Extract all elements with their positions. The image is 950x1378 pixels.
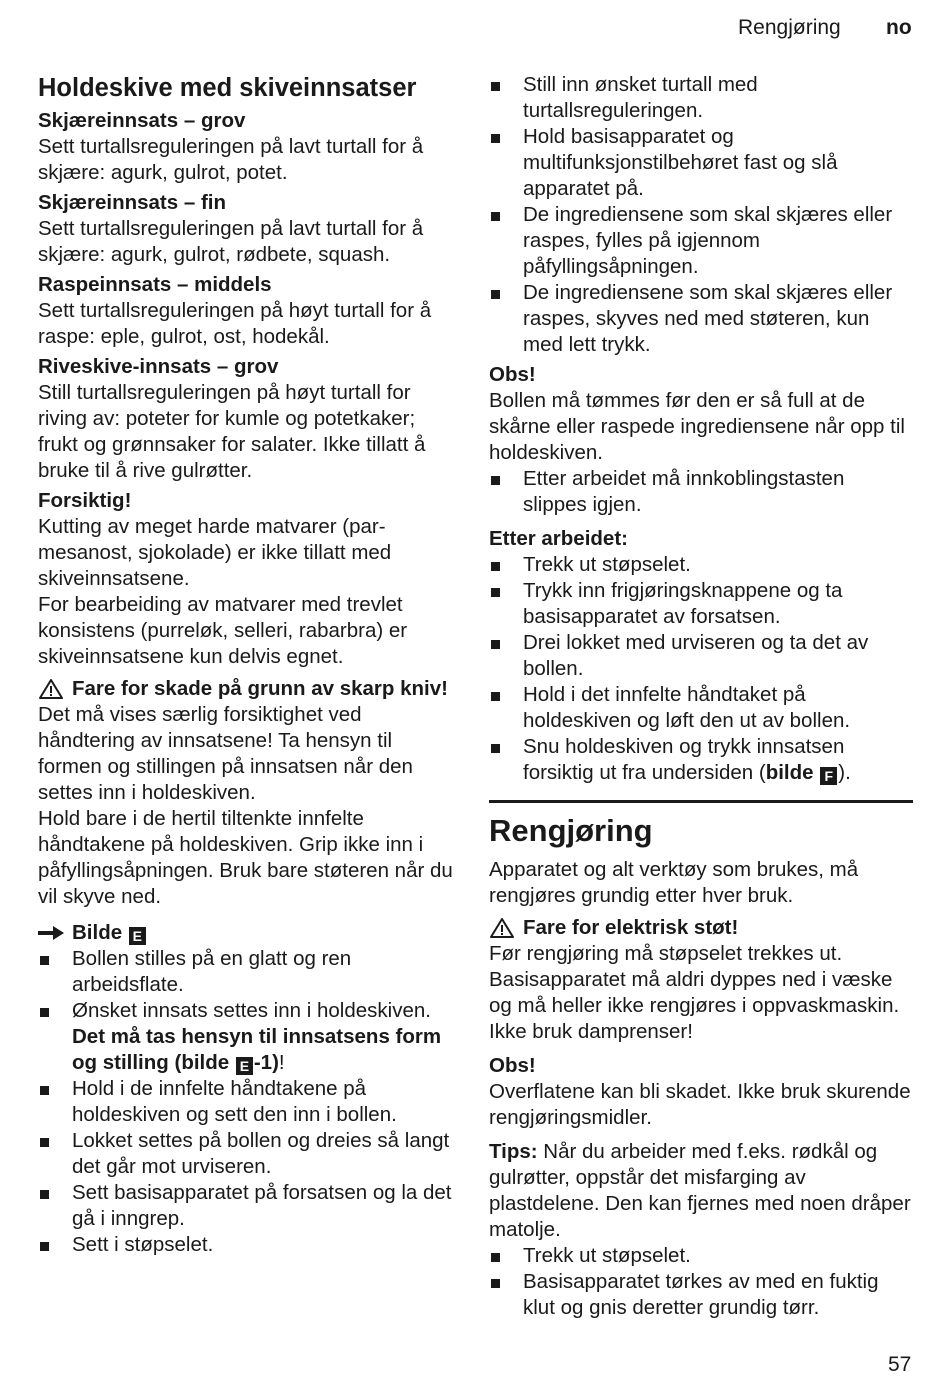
warning-heading xyxy=(38,676,460,702)
list-item: Trykk inn frigjøringsknappene og ta basisapparatet av forsatsen. xyxy=(489,578,913,630)
figure-letter-e: E xyxy=(129,927,146,945)
steps-list-continued xyxy=(489,72,913,358)
warning-icon xyxy=(489,917,515,939)
page-header xyxy=(0,15,950,43)
bullet-icon xyxy=(491,1253,500,1262)
list-item: De ingrediensene som skal skjæres eller raspes, fylles på igjennom påfyllingsåpningen. xyxy=(489,202,913,280)
subhead-5: Forsiktig! xyxy=(38,489,132,512)
tips-paragraph xyxy=(489,1139,913,1243)
figure-ref-label: Bilde xyxy=(72,921,123,944)
list-item: Trekk ut støpselet. xyxy=(489,1243,913,1269)
section-divider xyxy=(489,800,913,803)
tips-label: Tips: xyxy=(489,1140,538,1163)
figure-ref xyxy=(38,920,460,946)
arrow-right-icon xyxy=(38,926,64,940)
bullet-icon xyxy=(40,1190,49,1199)
text-5b: For bearbeiding av matvarer med trevlet konsistens (purreløk, selleri, rabarbra) er skiveinnsatsene kun delvis egnet. xyxy=(38,593,408,668)
list-item: Hold i de innfelte håndtakene på holdeskiven og sett den inn i bollen. xyxy=(38,1076,460,1128)
bullet-icon xyxy=(491,1279,500,1288)
list-item: Basisapparatet tørkes av med en fuktig klut og gnis deretter grundig tørr. xyxy=(489,1269,913,1321)
warning-text-2: Ikke bruk damprenser! xyxy=(489,1020,693,1043)
left-column xyxy=(38,72,460,1258)
list-item: De ingrediensene som skal skjæres eller raspes, skyves ned med støteren, kun med lett trykk. xyxy=(489,280,913,358)
text-2: Sett turtallsreguleringen på lavt turtall for å skjære: agurk, gulrot, rødbete, squash. xyxy=(38,217,424,266)
warning-title: Fare for elektrisk støt! xyxy=(523,916,739,939)
bullet-icon xyxy=(491,82,500,91)
list-item: Sett basisapparatet på forsatsen og la det gå i inngrep. xyxy=(38,1180,460,1232)
warning-heading-electric xyxy=(489,915,913,941)
list-item: Bollen stilles på en glatt og ren arbeidsflate. xyxy=(38,946,460,998)
tips-text: Når du arbeider med f.eks. rødkål og gulrøtter, oppstår det misfarging av plastdelene. Den kan fjernes med noen dråper matolje. xyxy=(489,1140,911,1241)
cleaning-intro: Apparatet og alt verktøy som brukes, må rengjøres grundig etter hver bruk. xyxy=(489,858,859,907)
list-item: Hold basisapparatet og multifunksjonstilbehøret fast og slå apparatet på. xyxy=(489,124,913,202)
right-column xyxy=(489,72,913,1321)
header-lang: no xyxy=(886,16,912,39)
warning-title: Fare for skade på grunn av skarp kniv! xyxy=(72,677,448,700)
obs-heading-1: Obs! xyxy=(489,363,536,386)
list-item: Drei lokket med urviseren og ta det av bollen. xyxy=(489,630,913,682)
list-item: Lokket settes på bollen og dreies så langt det går mot urviseren. xyxy=(38,1128,460,1180)
bullet-icon xyxy=(491,562,500,571)
bullet-icon xyxy=(491,212,500,221)
bullet-icon xyxy=(40,1008,49,1017)
list-item: Trekk ut støpselet. xyxy=(489,552,913,578)
after-list xyxy=(489,552,913,786)
final-list xyxy=(489,1243,913,1321)
list-item: Sett i støpselet. xyxy=(38,1232,460,1258)
header-section: Rengjøring xyxy=(738,16,841,39)
obs-text-2: Overflatene kan bli skadet. Ikke bruk skurende rengjøringsmidler. xyxy=(489,1080,911,1129)
bullet-icon xyxy=(491,476,500,485)
subhead-2: Skjæreinnsats – fin xyxy=(38,191,226,214)
section-title: Holdeskive med skiveinnsatser xyxy=(38,74,417,102)
bullet-icon xyxy=(491,134,500,143)
text-3: Sett turtallsreguleringen på høyt turtall for å raspe: eple, gulrot, ost, hodekål. xyxy=(38,299,432,348)
figure-letter-f: F xyxy=(820,767,837,785)
obs-heading-2: Obs! xyxy=(489,1054,536,1077)
bullet-icon xyxy=(491,692,500,701)
after-heading: Etter arbeidet: xyxy=(489,527,628,550)
text-1: Sett turtallsreguleringen på lavt turtall for å skjære: agurk, gulrot, potet. xyxy=(38,135,424,184)
text-5a: Kutting av meget harde matvarer (par-mesanost, sjokolade) er ikke tillatt med skiveinnsatsene. xyxy=(38,515,392,590)
list-item: Hold i det innfelte håndtaket på holdeskiven og løft den ut av bollen. xyxy=(489,682,913,734)
steps-list xyxy=(38,946,460,1258)
list-item: Still inn ønsket turtall med turtallsreguleringen. xyxy=(489,72,913,124)
page-number: 57 xyxy=(888,1353,912,1376)
subhead-1: Skjæreinnsats – grov xyxy=(38,109,246,132)
warning-text-2: Hold bare i de hertil tiltenkte innfelte håndtakene på holdeskiven. Grip ikke inn i påfyllingsåpningen. Bruk bare støteren når du vil skyve ned. xyxy=(38,807,453,908)
list-item: Etter arbeidet må innkoblingstasten slippes igjen. xyxy=(489,466,913,518)
figure-letter-e: E xyxy=(236,1057,253,1075)
obs-list xyxy=(489,466,913,518)
bullet-icon xyxy=(491,290,500,299)
obs-text-1: Bollen må tømmes før den er så full at de skårne eller raspede ingrediensene når opp til holdeskiven. xyxy=(489,389,905,464)
warning-text-1: Det må vises særlig forsiktighet ved håndtering av innsatsene! Ta hensyn til formen og stillingen på innsatsen når den settes inn i holdeskiven. xyxy=(38,703,413,804)
bullet-icon xyxy=(40,1242,49,1251)
warning-icon xyxy=(38,678,64,700)
text-4: Still turtallsreguleringen på høyt turtall for riving av: poteter for kumle og potetkaker; frukt og grønnsaker for salater. Ikke tillatt å bruke til å rive gulrøtter. xyxy=(38,381,426,482)
cleaning-title: Rengjøring xyxy=(489,813,653,848)
list-item: Snu holdeskiven og trykk innsatsen forsiktig ut fra undersiden (bilde F ). xyxy=(489,734,913,786)
list-item: Ønsket innsats settes inn i holdeskiven. Det må tas hensyn til innsatsens form og stilling (bilde E -1)! xyxy=(38,998,460,1076)
bold-note: Det må tas hensyn til innsatsens form og stilling (bilde E -1) xyxy=(72,1025,442,1074)
subhead-3: Raspeinnsats – middels xyxy=(38,273,272,296)
bullet-icon xyxy=(40,1138,49,1147)
bullet-icon xyxy=(40,1086,49,1095)
bullet-icon xyxy=(491,588,500,597)
bullet-icon xyxy=(491,744,500,753)
warning-text: Før rengjøring må støpselet trekkes ut. Basisapparatet må aldri dyppes ned i væske og må heller ikke rengjøres i oppvaskmaskin. xyxy=(489,942,900,1017)
bullet-icon xyxy=(40,956,49,965)
subhead-4: Riveskive-innsats – grov xyxy=(38,355,279,378)
bullet-icon xyxy=(491,640,500,649)
